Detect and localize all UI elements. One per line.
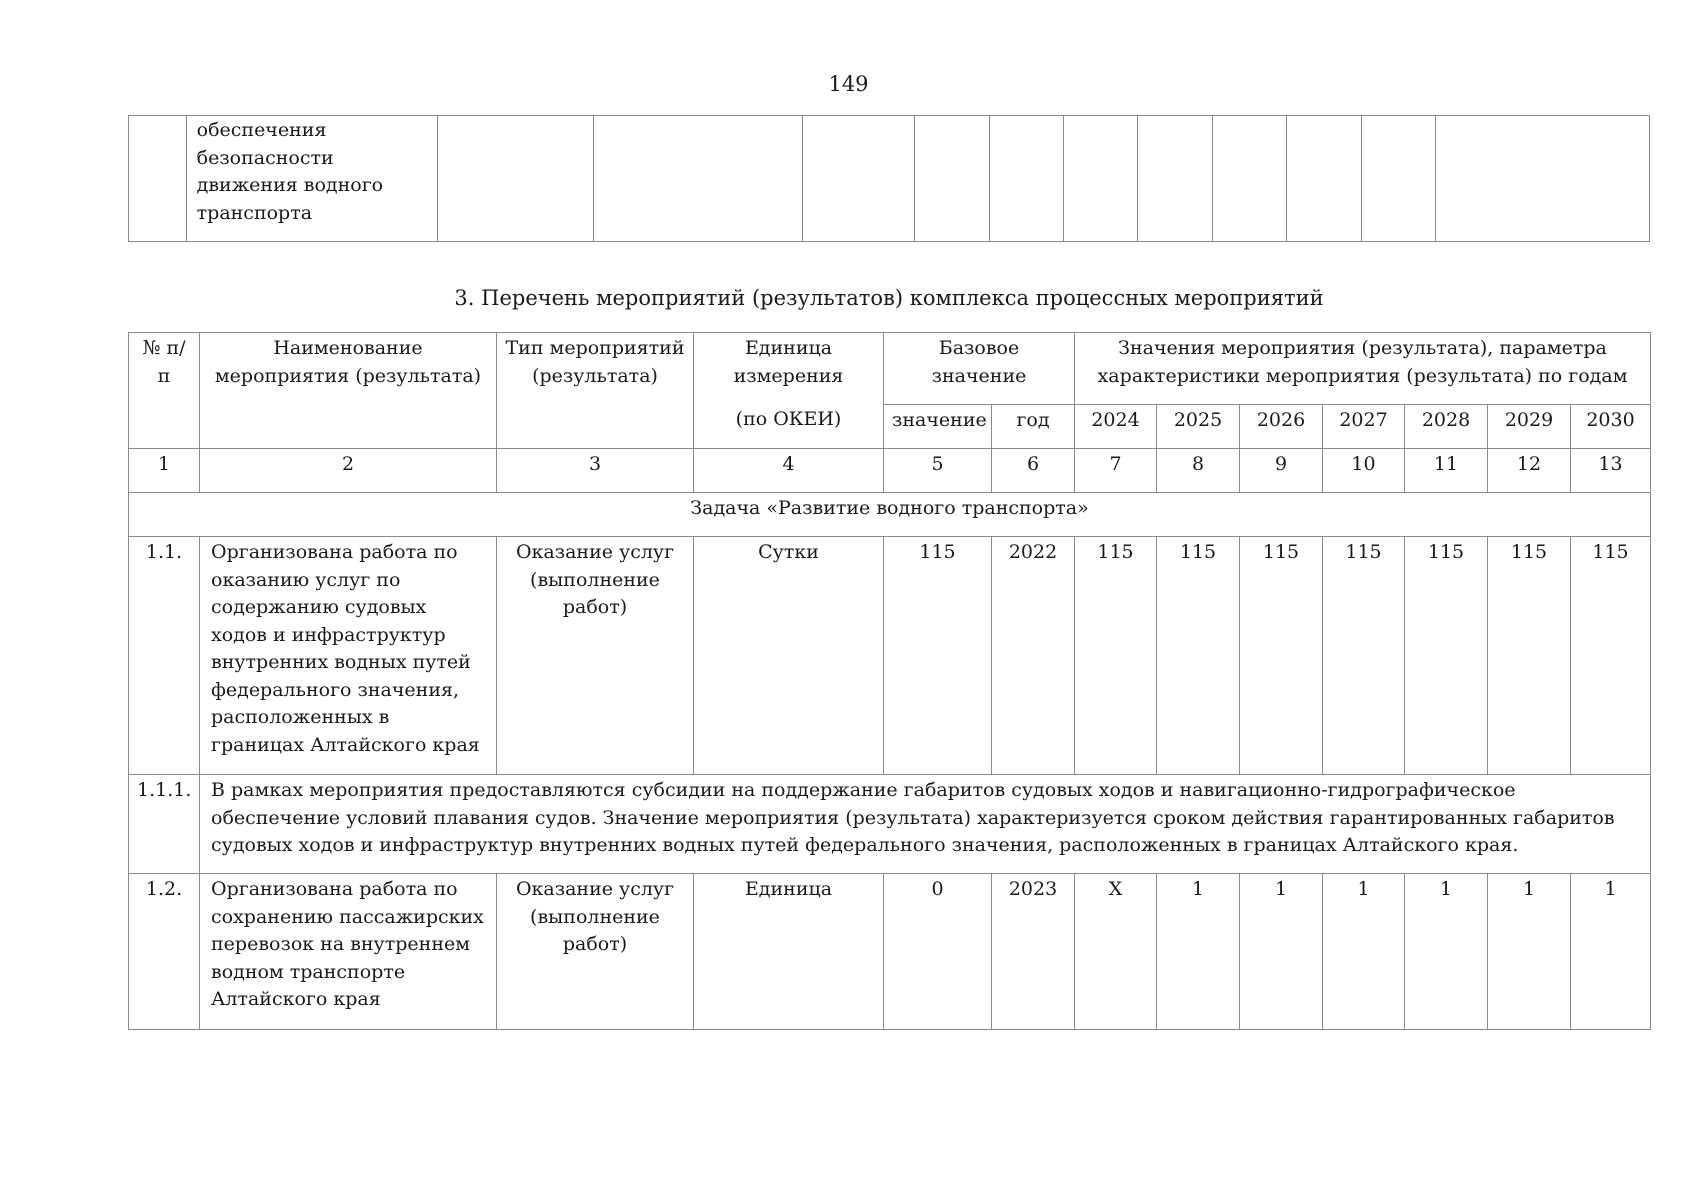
column-number: 10	[1323, 449, 1405, 493]
row-name: Организована работа по сохранению пассажирских перевозок на внутреннем водном транспорте Алтайского края	[200, 874, 497, 1030]
row-base-value: 115	[884, 537, 992, 775]
cell	[803, 116, 915, 242]
cell	[594, 116, 803, 242]
table-row	[129, 874, 1651, 1030]
header-year: 2027	[1323, 405, 1405, 449]
column-number: 13	[1571, 449, 1651, 493]
header-year: 2025	[1157, 405, 1240, 449]
row-year-value: 115	[1488, 537, 1571, 775]
row-year-value: 1	[1240, 874, 1323, 1030]
cell	[1287, 116, 1361, 242]
header-year: 2026	[1240, 405, 1323, 449]
row-num: 1.2.	[129, 874, 200, 1030]
header-num: № п/п	[129, 333, 200, 449]
row-year-value: 1	[1488, 874, 1571, 1030]
row-year-value: 115	[1571, 537, 1651, 775]
column-number: 7	[1075, 449, 1157, 493]
header-unit-label: Единица измерения	[733, 337, 844, 387]
cell	[915, 116, 989, 242]
column-number: 9	[1240, 449, 1323, 493]
cell	[186, 116, 438, 242]
note-num: 1.1.1.	[129, 775, 200, 874]
row-type: Оказание услуг (выполнение работ)	[497, 874, 694, 1030]
row-base-value: 0	[884, 874, 992, 1030]
cell	[989, 116, 1063, 242]
header-base-value: значение	[884, 405, 992, 449]
row-year-value: 115	[1405, 537, 1488, 775]
continuation-table	[128, 115, 1650, 242]
column-number: 3	[497, 449, 694, 493]
column-number-row	[129, 449, 1651, 493]
row-year-value: 1	[1405, 874, 1488, 1030]
header-type: Тип мероприятий (результата)	[497, 333, 694, 449]
table-row	[129, 537, 1651, 775]
cell	[129, 116, 187, 242]
cell	[438, 116, 594, 242]
column-number: 2	[200, 449, 497, 493]
row-year-value: 115	[1323, 537, 1405, 775]
cell	[1361, 116, 1435, 242]
row-year-value: 115	[1075, 537, 1157, 775]
note-text: В рамках мероприятия предоставляются субсидии на поддержание габаритов судовых ходов и навигационно-гидрографическое обеспечение условий плавания судов. Значение мероприятия (результата) характеризуется сроком действия гарантированных габаритов судовых ходов и инфраструктур внутренних водных путей федерального значения, расположенных в границах Алтайского края.	[200, 775, 1651, 874]
task-title: Задача «Развитие водного транспорта»	[129, 493, 1651, 537]
cell	[1212, 116, 1286, 242]
column-number: 1	[129, 449, 200, 493]
row-name: Организована работа по оказанию услуг по содержанию судовых ходов и инфраструктур внутренних водных путей федерального значения, расположенных в границах Алтайского края	[200, 537, 497, 775]
cell	[1436, 116, 1650, 242]
column-number: 11	[1405, 449, 1488, 493]
row-year-value: 1	[1571, 874, 1651, 1030]
row-num: 1.1.	[129, 537, 200, 775]
header-year: 2029	[1488, 405, 1571, 449]
column-number: 12	[1488, 449, 1571, 493]
header-unit	[694, 333, 884, 449]
row-type: Оказание услуг (выполнение работ)	[497, 537, 694, 775]
task-row	[129, 493, 1651, 537]
row-base-year: 2023	[992, 874, 1075, 1030]
header-year: 2028	[1405, 405, 1488, 449]
header-year: 2024	[1075, 405, 1157, 449]
row-year-value: Х	[1075, 874, 1157, 1030]
column-number: 5	[884, 449, 992, 493]
cell	[1064, 116, 1138, 242]
column-number: 6	[992, 449, 1075, 493]
header-values-by-year: Значения мероприятия (результата), параметра характеристики мероприятия (результата) по годам	[1075, 333, 1651, 405]
column-number: 4	[694, 449, 884, 493]
row-base-year: 2022	[992, 537, 1075, 775]
row-year-value: 1	[1157, 874, 1240, 1030]
row-unit: Единица	[694, 874, 884, 1030]
row-year-value: 115	[1157, 537, 1240, 775]
header-unit-okei: (по ОКЕИ)	[735, 408, 842, 430]
cell	[1138, 116, 1212, 242]
header-base-year: год	[992, 405, 1075, 449]
measures-table	[128, 332, 1651, 1030]
column-number: 8	[1157, 449, 1240, 493]
page-number: 149	[828, 72, 869, 96]
header-row-1	[129, 333, 1651, 405]
continuation-text: обеспечения безопасности движения водного транспорта	[196, 119, 384, 224]
section-title: 3. Перечень мероприятий (результатов) комплекса процессных мероприятий	[454, 286, 1324, 310]
note-row	[129, 775, 1651, 874]
header-base: Базовое значение	[884, 333, 1075, 405]
continuation-row	[129, 116, 1650, 242]
header-year: 2030	[1571, 405, 1651, 449]
header-name: Наименование мероприятия (результата)	[200, 333, 497, 449]
row-unit: Сутки	[694, 537, 884, 775]
row-year-value: 115	[1240, 537, 1323, 775]
row-year-value: 1	[1323, 874, 1405, 1030]
